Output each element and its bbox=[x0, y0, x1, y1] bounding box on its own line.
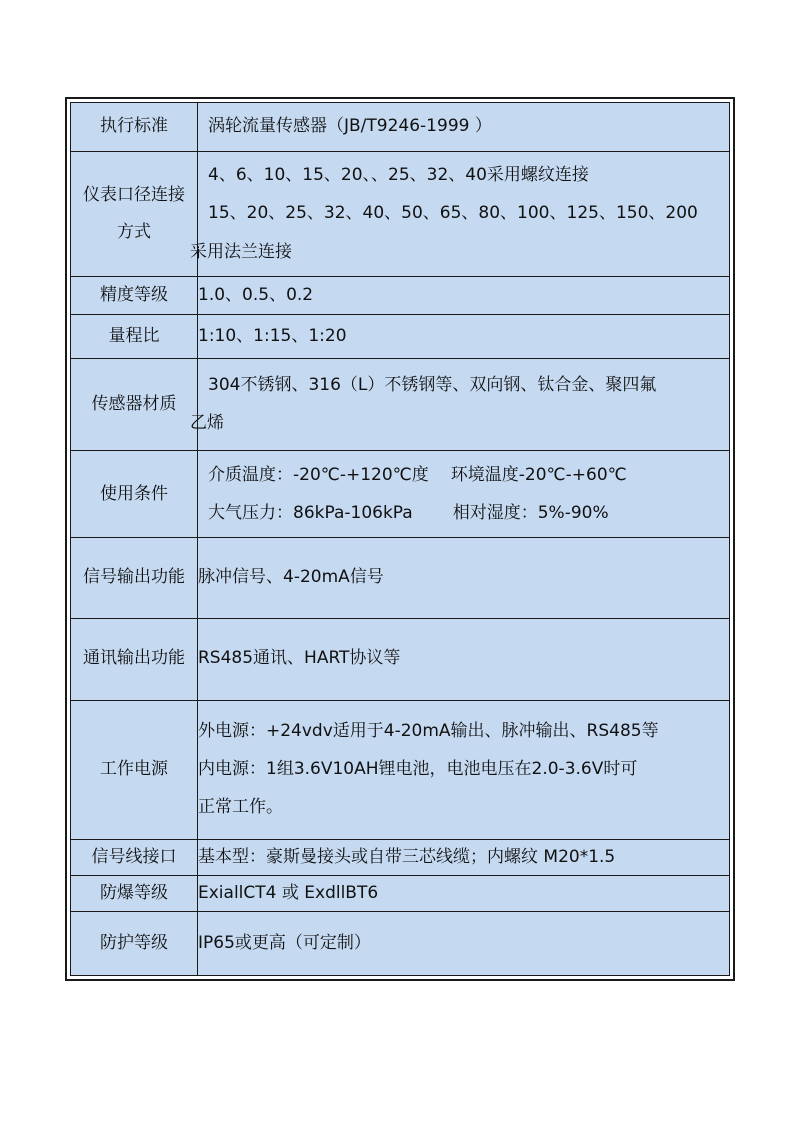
table-row bbox=[71, 875, 730, 911]
table-row bbox=[71, 839, 730, 875]
table-row bbox=[71, 359, 730, 451]
row-label: 信号输出功能 bbox=[71, 538, 198, 618]
row-value: 1.0、0.5、0.2 bbox=[198, 277, 730, 315]
row-label: 使用条件 bbox=[71, 451, 198, 538]
row-value: 涡轮流量传感器（JB/T9246-1999 ） bbox=[198, 103, 730, 152]
row-value: 介质温度：-20℃-+120℃度 环境温度-20℃-+60℃ 大气压力：86kPa-106kPa 相对湿度：5%-90% bbox=[198, 451, 730, 538]
table-row bbox=[71, 538, 730, 618]
row-value: 1:10、1:15、1:20 bbox=[198, 315, 730, 359]
table-row bbox=[71, 911, 730, 975]
row-label: 传感器材质 bbox=[71, 359, 198, 451]
table-row bbox=[71, 451, 730, 538]
row-value: 脉冲信号、4-20mA信号 bbox=[198, 538, 730, 618]
row-label: 执行标准 bbox=[71, 103, 198, 152]
row-label: 仪表口径连接 方式 bbox=[71, 152, 198, 277]
row-label: 信号线接口 bbox=[71, 839, 198, 875]
table-row bbox=[71, 103, 730, 152]
spec-table-frame bbox=[65, 97, 735, 981]
table-row bbox=[71, 618, 730, 700]
table-row bbox=[71, 700, 730, 839]
table-row bbox=[71, 277, 730, 315]
row-label: 防爆等级 bbox=[71, 875, 198, 911]
row-label: 工作电源 bbox=[71, 700, 198, 839]
spec-table bbox=[70, 102, 730, 976]
row-label: 精度等级 bbox=[71, 277, 198, 315]
row-value: 4、6、10、15、20、、25、32、40采用螺纹连接 15、20、25、32、40、50、65、80、100、125、150、200 采用法兰连接 bbox=[198, 152, 730, 277]
row-value: 外电源：+24vdv适用于4-20mA输出、脉冲输出、RS485等 内电源：1组3.6V10AH锂电池，电池电压在2.0-3.6V时可 正常工作。 bbox=[198, 700, 730, 839]
table-row bbox=[71, 315, 730, 359]
row-value: 基本型：豪斯曼接头或自带三芯线缆；内螺纹 M20*1.5 bbox=[198, 839, 730, 875]
row-value: 304不锈钢、316（L）不锈钢等、双向钢、钛合金、聚四氟 乙烯 bbox=[198, 359, 730, 451]
row-label: 量程比 bbox=[71, 315, 198, 359]
row-value: IP65或更高（可定制） bbox=[198, 911, 730, 975]
row-value: RS485通讯、HART协议等 bbox=[198, 618, 730, 700]
table-row bbox=[71, 152, 730, 277]
row-label: 通讯输出功能 bbox=[71, 618, 198, 700]
row-value: ExiallCT4 或 ExdllBT6 bbox=[198, 875, 730, 911]
row-label: 防护等级 bbox=[71, 911, 198, 975]
